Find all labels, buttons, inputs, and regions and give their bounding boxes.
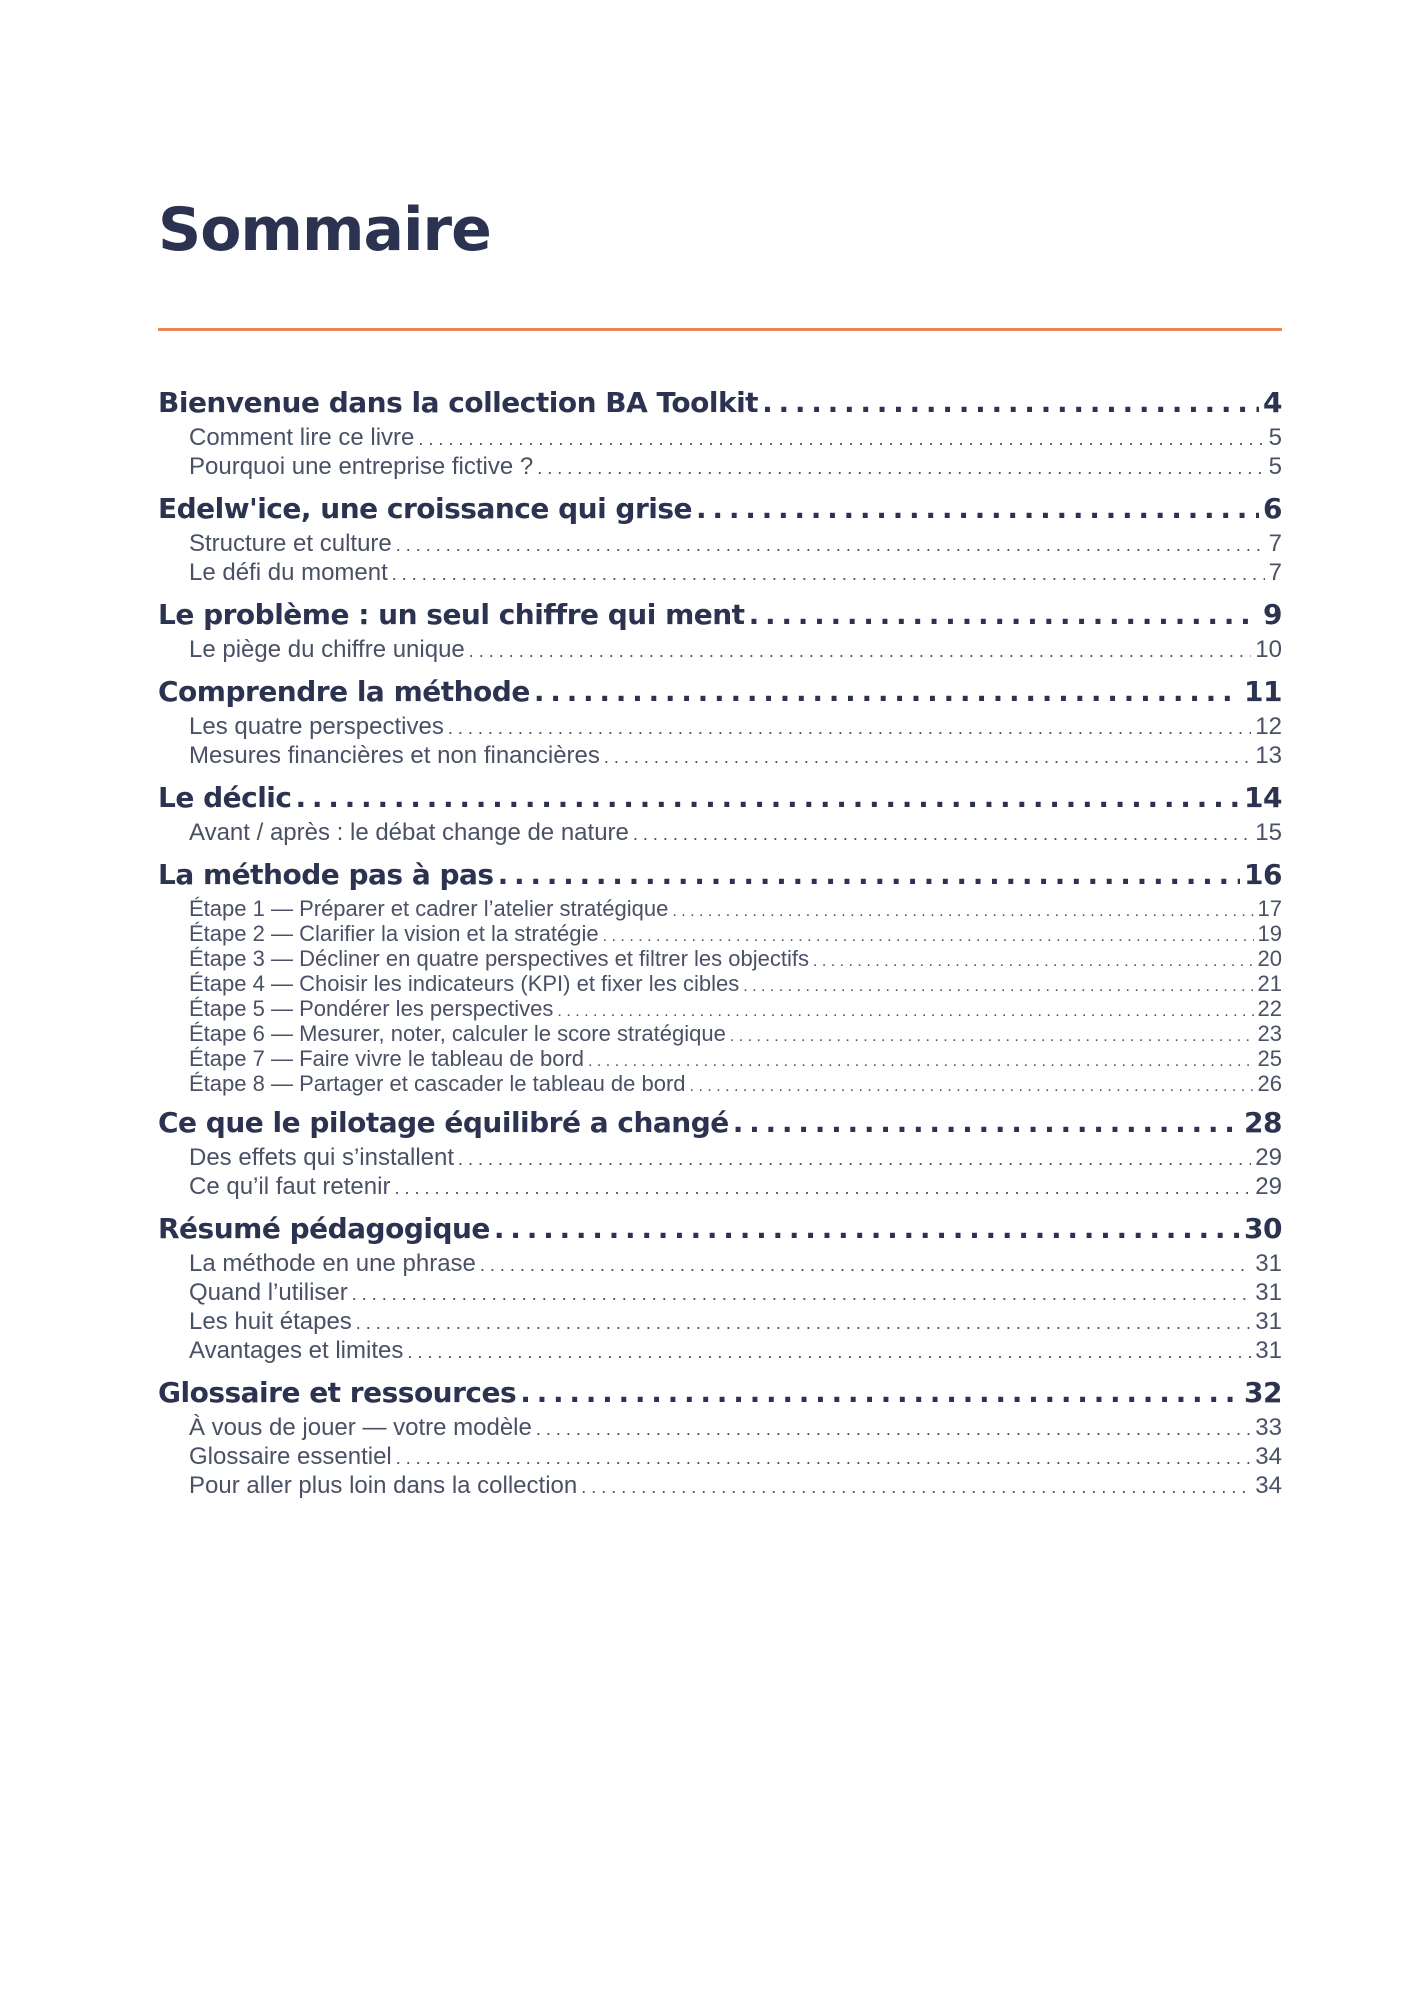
- toc-entry-label: Étape 3 — Décliner en quatre perspectives et filtrer les objectifs: [189, 946, 809, 971]
- toc-subsection-entry[interactable]: [158, 1279, 1282, 1308]
- toc-page-number: 14: [1244, 781, 1282, 814]
- toc-page-number: 4: [1263, 386, 1282, 419]
- dot-leader: [534, 675, 1240, 708]
- page-title: Sommaire: [158, 195, 491, 265]
- toc-subsection-entry[interactable]: [158, 1250, 1282, 1279]
- toc-subsection-entry[interactable]: [158, 819, 1282, 848]
- toc-subsection-entry[interactable]: [158, 971, 1282, 996]
- toc-chapter-entry[interactable]: [158, 781, 1282, 819]
- toc-entry-label: Étape 5 — Pondérer les perspectives: [189, 996, 554, 1021]
- toc-page-number: 22: [1257, 996, 1282, 1021]
- toc-subsection-entry[interactable]: [158, 946, 1282, 971]
- toc-section: [158, 492, 1282, 588]
- toc-page-number: 23: [1257, 1021, 1282, 1046]
- toc-subsection-entry[interactable]: [158, 996, 1282, 1021]
- toc-entry-label: La méthode en une phrase: [189, 1250, 476, 1277]
- toc-entry-label: Mesures financières et non financières: [189, 742, 600, 769]
- toc-entry-label: Les huit étapes: [189, 1308, 352, 1335]
- toc-subsection-entry[interactable]: [158, 1443, 1282, 1472]
- dot-leader: [407, 1342, 1251, 1363]
- toc-page-number: 12: [1255, 713, 1282, 740]
- toc-section: [158, 858, 1282, 1096]
- toc-subsection-entry[interactable]: [158, 424, 1282, 453]
- toc-subsection-entry[interactable]: [158, 1414, 1282, 1443]
- toc-entry-label: La méthode pas à pas: [158, 858, 494, 891]
- dot-leader: [762, 386, 1259, 419]
- toc-page-number: 10: [1255, 636, 1282, 663]
- toc-chapter-entry[interactable]: [158, 675, 1282, 713]
- toc-entry-label: Résumé pédagogique: [158, 1212, 490, 1245]
- toc-page-number: 21: [1257, 971, 1282, 996]
- toc-section: [158, 675, 1282, 771]
- toc-entry-label: Le piège du chiffre unique: [189, 636, 465, 663]
- toc-page-number: 15: [1255, 819, 1282, 846]
- dot-leader: [537, 458, 1264, 479]
- toc-page-number: 28: [1244, 1106, 1282, 1139]
- toc-page-number: 6: [1263, 492, 1282, 525]
- toc-page-number: 30: [1244, 1212, 1282, 1245]
- dot-leader: [633, 824, 1251, 845]
- toc-chapter-entry[interactable]: [158, 598, 1282, 636]
- dot-leader: [396, 535, 1265, 556]
- toc-page-number: 31: [1255, 1250, 1282, 1277]
- title-divider: [158, 328, 1282, 331]
- toc-chapter-entry[interactable]: [158, 1212, 1282, 1250]
- dot-leader: [494, 1212, 1240, 1245]
- toc-entry-label: Bienvenue dans la collection BA Toolkit: [158, 386, 759, 419]
- toc-section: [158, 781, 1282, 848]
- toc-page-number: 33: [1255, 1414, 1282, 1441]
- toc-section: [158, 1106, 1282, 1202]
- toc-page-number: 31: [1255, 1337, 1282, 1364]
- toc-page-number: 20: [1257, 946, 1282, 971]
- toc-entry-label: Pourquoi une entreprise fictive ?: [189, 453, 534, 480]
- toc-entry-label: Des effets qui s’installent: [189, 1144, 455, 1171]
- dot-leader: [394, 1178, 1251, 1199]
- toc-page-number: 26: [1257, 1071, 1282, 1096]
- toc-entry-label: Structure et culture: [189, 530, 392, 557]
- dot-leader: [498, 858, 1240, 891]
- toc-page-number: 32: [1244, 1376, 1282, 1409]
- dot-leader: [536, 1419, 1251, 1440]
- toc-chapter-entry[interactable]: [158, 492, 1282, 530]
- toc-page-number: 34: [1255, 1472, 1282, 1499]
- toc-subsection-entry[interactable]: [158, 559, 1282, 588]
- dot-leader: [352, 1284, 1252, 1305]
- toc-chapter-entry[interactable]: [158, 1376, 1282, 1414]
- toc-entry-label: Comment lire ce livre: [189, 424, 415, 451]
- dot-leader: [672, 903, 1253, 921]
- toc-page-number: 7: [1268, 530, 1282, 557]
- toc-subsection-entry[interactable]: [158, 921, 1282, 946]
- toc-section: [158, 1212, 1282, 1366]
- toc-section: [158, 386, 1282, 482]
- toc-subsection-entry[interactable]: [158, 1173, 1282, 1202]
- toc-chapter-entry[interactable]: [158, 386, 1282, 424]
- dot-leader: [356, 1313, 1252, 1334]
- toc-entry-label: Étape 8 — Partager et cascader le tableau de bord: [189, 1071, 686, 1096]
- toc-subsection-entry[interactable]: [158, 1472, 1282, 1501]
- toc-subsection-entry[interactable]: [158, 896, 1282, 921]
- dot-leader: [581, 1477, 1251, 1498]
- toc-section: [158, 598, 1282, 665]
- toc-entry-label: Pour aller plus loin dans la collection: [189, 1472, 578, 1499]
- toc-subsection-entry[interactable]: [158, 1021, 1282, 1046]
- toc-entry-label: Glossaire essentiel: [189, 1443, 392, 1470]
- dot-leader: [743, 978, 1253, 996]
- toc-subsection-entry[interactable]: [158, 742, 1282, 771]
- toc-chapter-entry[interactable]: [158, 858, 1282, 896]
- toc-entry-label: Étape 4 — Choisir les indicateurs (KPI) et fixer les cibles: [189, 971, 740, 996]
- dot-leader: [557, 1003, 1253, 1021]
- toc-page-number: 29: [1255, 1173, 1282, 1200]
- toc-entry-label: Étape 1 — Préparer et cadrer l’atelier stratégique: [189, 896, 669, 921]
- toc-section: [158, 1376, 1282, 1501]
- toc-page-number: 5: [1268, 424, 1282, 451]
- toc-page-number: 31: [1255, 1308, 1282, 1335]
- toc-entry-label: Étape 7 — Faire vivre le tableau de bord: [189, 1046, 585, 1071]
- toc-page-number: 16: [1244, 858, 1282, 891]
- toc-chapter-entry[interactable]: [158, 1106, 1282, 1144]
- dot-leader: [392, 564, 1265, 585]
- toc-entry-label: Avant / après : le débat change de nature: [189, 819, 629, 846]
- dot-leader: [730, 1028, 1254, 1046]
- toc-entry-label: Edelw'ice, une croissance qui grise: [158, 492, 693, 525]
- dot-leader: [588, 1053, 1254, 1071]
- toc-subsection-entry[interactable]: [158, 453, 1282, 482]
- dot-leader: [603, 928, 1254, 946]
- dot-leader: [418, 429, 1264, 450]
- toc-page-number: 34: [1255, 1443, 1282, 1470]
- toc-subsection-entry[interactable]: [158, 1071, 1282, 1096]
- toc-page-number: 9: [1263, 598, 1282, 631]
- dot-leader: [690, 1078, 1254, 1096]
- dot-leader: [458, 1149, 1251, 1170]
- toc-entry-label: Ce qu’il faut retenir: [189, 1173, 391, 1200]
- toc-entry-label: Étape 6 — Mesurer, noter, calculer le score stratégique: [189, 1021, 726, 1046]
- toc-page-number: 19: [1257, 921, 1282, 946]
- toc-page-number: 31: [1255, 1279, 1282, 1306]
- toc-entry-label: Le défi du moment: [189, 559, 388, 586]
- dot-leader: [469, 641, 1252, 662]
- toc-page-number: 11: [1244, 675, 1282, 708]
- toc-page-number: 25: [1257, 1046, 1282, 1071]
- dot-leader: [604, 747, 1251, 768]
- dot-leader: [520, 1376, 1240, 1409]
- toc-entry-label: Avantages et limites: [189, 1337, 404, 1364]
- toc-subsection-entry[interactable]: [158, 636, 1282, 665]
- toc-subsection-entry[interactable]: [158, 1337, 1282, 1366]
- toc-entry-label: Ce que le pilotage équilibré a changé: [158, 1106, 729, 1139]
- toc-entry-label: À vous de jouer — votre modèle: [189, 1414, 532, 1441]
- toc-entry-label: Comprendre la méthode: [158, 675, 530, 708]
- toc-page-number: 13: [1255, 742, 1282, 769]
- toc-subsection-entry[interactable]: [158, 1308, 1282, 1337]
- toc-entry-label: Étape 2 — Clarifier la vision et la stratégie: [189, 921, 599, 946]
- dot-leader: [696, 492, 1259, 525]
- toc-entry-label: Glossaire et ressources: [158, 1376, 517, 1409]
- toc-entry-label: Le problème : un seul chiffre qui ment: [158, 598, 745, 631]
- toc-subsection-entry[interactable]: [158, 1046, 1282, 1071]
- toc-entry-label: Le déclic: [158, 781, 292, 814]
- toc-page-number: 7: [1268, 559, 1282, 586]
- toc-subsection-entry[interactable]: [158, 1144, 1282, 1173]
- toc-subsection-entry[interactable]: [158, 530, 1282, 559]
- toc-page-number: 29: [1255, 1144, 1282, 1171]
- toc-entry-label: Les quatre perspectives: [189, 713, 444, 740]
- dot-leader: [296, 781, 1241, 814]
- dot-leader: [480, 1255, 1251, 1276]
- toc-entry-label: Quand l’utiliser: [189, 1279, 348, 1306]
- toc-subsection-entry[interactable]: [158, 713, 1282, 742]
- toc-page-number: 17: [1257, 896, 1282, 921]
- dot-leader: [733, 1106, 1240, 1139]
- dot-leader: [448, 718, 1251, 739]
- table-of-contents: [158, 386, 1282, 1511]
- dot-leader: [813, 953, 1254, 971]
- dot-leader: [749, 598, 1259, 631]
- dot-leader: [396, 1448, 1252, 1469]
- toc-page-number: 5: [1268, 453, 1282, 480]
